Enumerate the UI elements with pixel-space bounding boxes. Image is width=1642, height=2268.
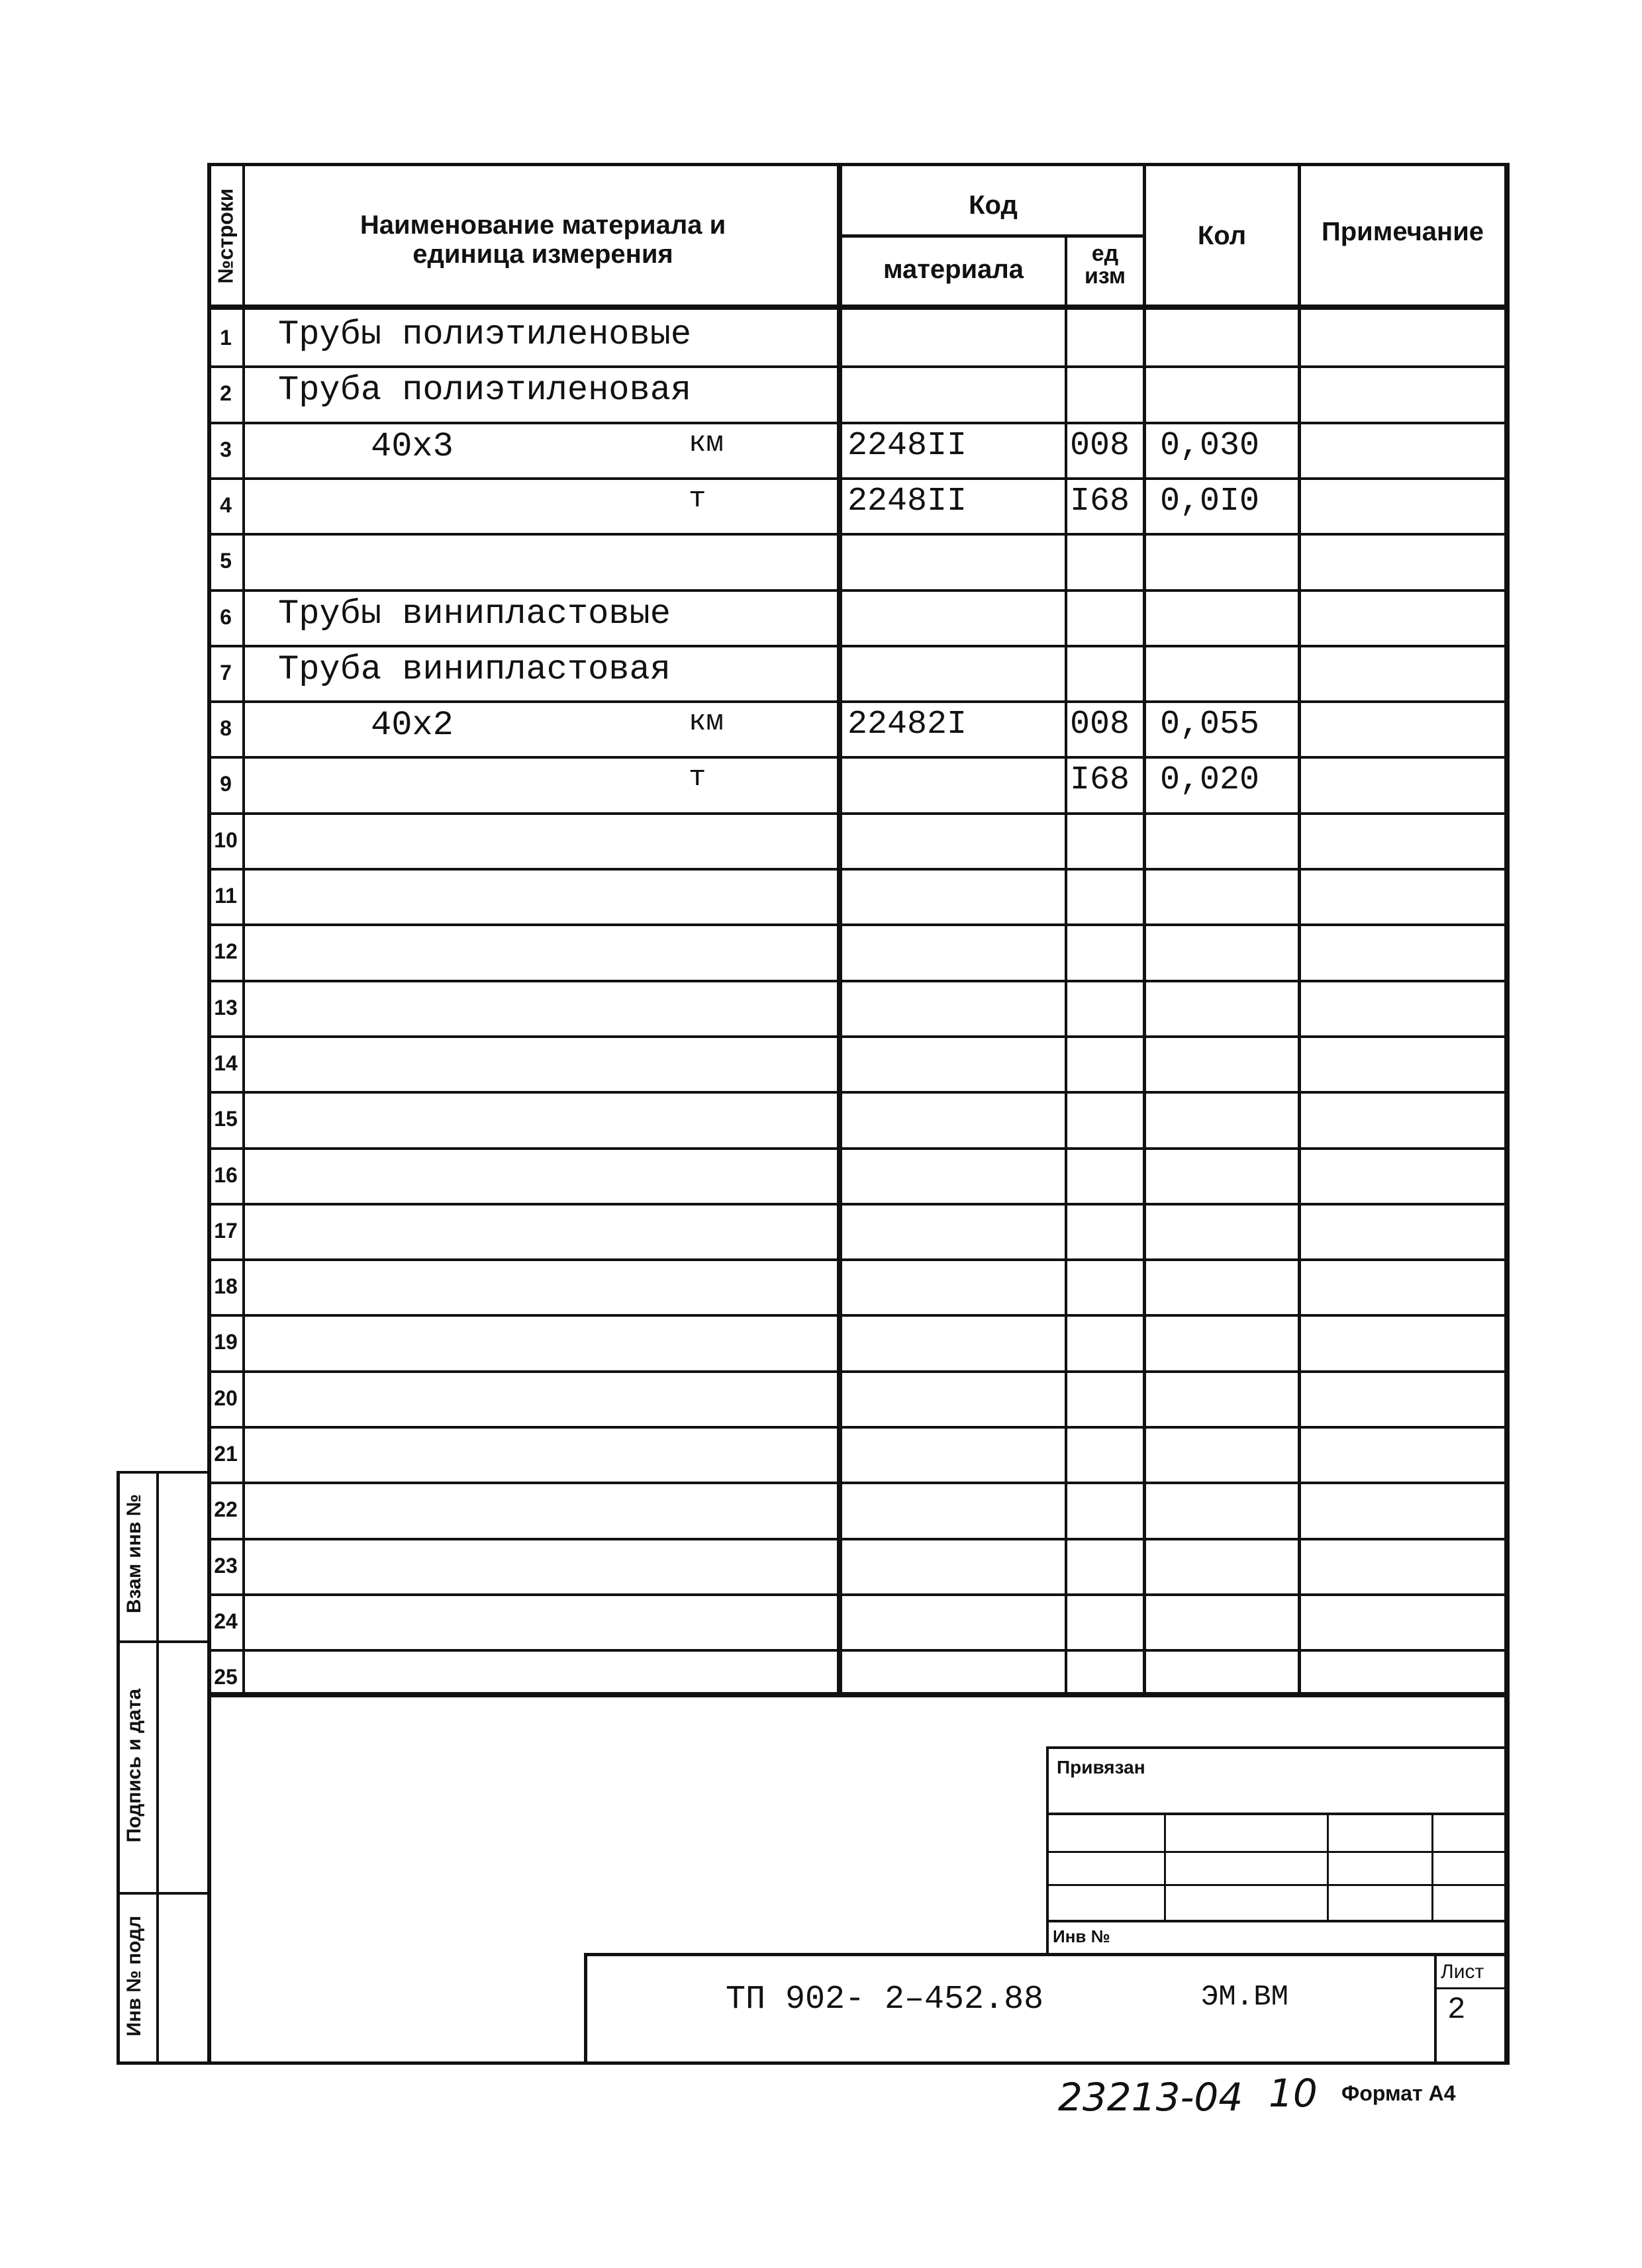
- row-number: 1: [220, 326, 232, 350]
- name-header-line1: Наименование материала и: [360, 211, 726, 240]
- row-unit: т: [689, 483, 706, 516]
- row-name: 40x3: [371, 427, 454, 466]
- sheet-label: Лист: [1441, 1961, 1484, 1983]
- row-separator: [209, 1147, 1507, 1150]
- code-unit-header: [1067, 242, 1143, 287]
- row-number: 7: [220, 661, 232, 685]
- row-number: 16: [214, 1163, 238, 1187]
- page-number: 10: [1269, 2071, 1318, 2116]
- row-separator: [209, 1314, 1507, 1317]
- row-number: 3: [220, 438, 232, 461]
- row-material-code: 22482I: [847, 706, 967, 743]
- row-separator: [209, 1203, 1507, 1205]
- document-suffix: ЭМ.ВМ: [1201, 1981, 1289, 2014]
- row-separator: [209, 1258, 1507, 1261]
- row-unit-code: 008: [1070, 706, 1130, 743]
- archive-number: 23213-04: [1058, 2075, 1243, 2120]
- row-separator: [209, 645, 1507, 647]
- row-number: 24: [214, 1609, 238, 1633]
- row-unit: км: [689, 706, 724, 739]
- row-unit-code: I68: [1070, 483, 1130, 520]
- row-number: 23: [214, 1554, 238, 1578]
- row-quantity: 0,030: [1160, 427, 1260, 465]
- vzam-inv-label: Взам инв №: [123, 1493, 145, 1614]
- row-number: 25: [214, 1665, 238, 1689]
- row-separator: [209, 1370, 1507, 1373]
- name-header-line2: единица измерения: [412, 240, 673, 269]
- row-number: 13: [214, 996, 238, 1019]
- row-separator: [209, 1482, 1507, 1484]
- row-number: 8: [220, 716, 232, 740]
- code-material-header: материала: [883, 255, 1024, 284]
- row-separator: [209, 1649, 1507, 1652]
- row-number: 21: [214, 1442, 238, 1466]
- row-material-code: 2248II: [847, 427, 967, 465]
- row-number: 18: [214, 1274, 238, 1298]
- row-separator: [209, 812, 1507, 815]
- row-separator: [209, 422, 1507, 424]
- row-separator: [209, 477, 1507, 480]
- row-number: 17: [214, 1219, 238, 1243]
- row-number: 11: [215, 884, 237, 908]
- row-quantity: 0,0I0: [1160, 483, 1260, 520]
- row-unit-code: I68: [1070, 761, 1130, 799]
- row-separator: [209, 700, 1507, 703]
- row-number: 12: [214, 939, 238, 963]
- row-number: 4: [220, 493, 232, 517]
- row-separator: [209, 533, 1507, 536]
- code-header: Код: [969, 191, 1018, 220]
- row-separator: [209, 1538, 1507, 1540]
- row-number: 19: [214, 1330, 238, 1354]
- row-name: Труба винипластовая: [278, 650, 671, 689]
- row-separator: [209, 980, 1507, 982]
- row-name: Трубы полиэтиленовые: [278, 315, 692, 354]
- row-number: 10: [214, 828, 238, 852]
- name-header: [252, 211, 834, 269]
- row-separator: [209, 756, 1507, 759]
- inv-podl-label: Инв № подл: [123, 1915, 145, 2037]
- row-separator: [209, 1091, 1507, 1094]
- row-number: 2: [220, 381, 232, 405]
- row-number: 22: [214, 1497, 238, 1521]
- row-number: 14: [214, 1051, 238, 1075]
- row-material-code: 2248II: [847, 483, 967, 520]
- row-separator: [209, 1593, 1507, 1596]
- row-separator: [209, 868, 1507, 871]
- sheet-number: 2: [1447, 1993, 1466, 2027]
- row-quantity: 0,020: [1160, 761, 1260, 799]
- privyazan-label: Привязан: [1057, 1757, 1145, 1777]
- row-name: Труба полиэтиленовая: [278, 371, 692, 410]
- document-code: ТП 902- 2–452.88: [726, 1981, 1044, 2018]
- qty-header: Кол: [1197, 221, 1247, 250]
- row-number: 15: [214, 1107, 238, 1131]
- row-separator: [209, 365, 1507, 368]
- signature-date-label: Подпись и дата: [123, 1688, 145, 1843]
- row-name: Трубы винипластовые: [278, 594, 671, 634]
- row-number: 20: [214, 1386, 238, 1410]
- row-quantity: 0,055: [1160, 706, 1260, 743]
- code-unit-line2: изм: [1084, 263, 1126, 289]
- inv-no-label: Инв №: [1053, 1926, 1110, 1946]
- note-header: Примечание: [1321, 217, 1484, 246]
- row-unit-code: 008: [1070, 427, 1130, 465]
- row-separator: [209, 1035, 1507, 1038]
- row-number: 6: [220, 605, 232, 629]
- row-number: 5: [220, 549, 232, 573]
- row-name: 40x2: [371, 706, 454, 745]
- row-unit: т: [689, 761, 706, 794]
- row-separator: [209, 923, 1507, 926]
- row-separator: [209, 1426, 1507, 1429]
- code-unit-line1: ед: [1091, 241, 1119, 266]
- row-separator: [209, 589, 1507, 592]
- row-number: 9: [220, 772, 232, 796]
- format-label: Формат А4: [1341, 2081, 1456, 2105]
- row-number-header: №строки: [213, 188, 238, 284]
- row-unit: км: [689, 427, 724, 460]
